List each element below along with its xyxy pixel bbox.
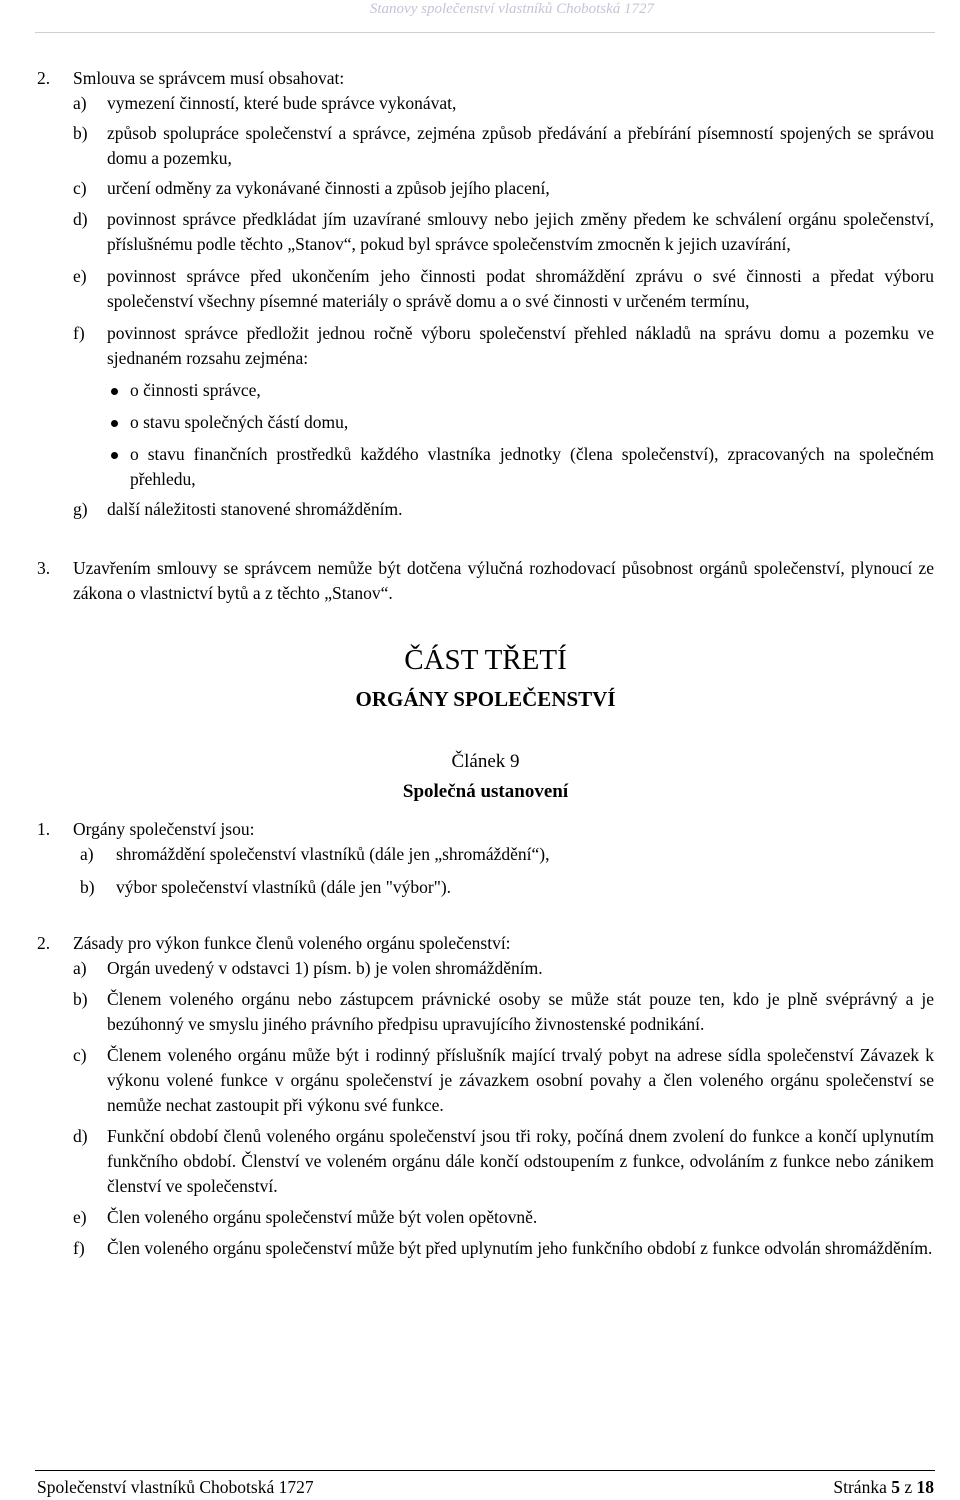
section-number: 2. — [37, 68, 51, 88]
bullet-item-3 — [37, 442, 934, 492]
page-indicator — [833, 1475, 934, 1500]
list-item-a — [37, 842, 934, 867]
item-label: c) — [73, 178, 87, 198]
item-text: povinnost správce předložit jednou ročně výboru společenství přehled nákladů na správu domu a pozemku ve sjednaném rozsahu zejména: — [107, 323, 934, 368]
item-text: Funkční období členů voleného orgánu společenství jsou tři roky, počíná dnem zvolení do funkce a končí uplynutím funkčního období. Členství ve voleném orgánu dále končí odstoupením z funkce, odvoláním z funkce nebo zánikem členství ve společenství. — [107, 1126, 934, 1196]
article-title: Článek 9 — [451, 751, 520, 772]
item-text: Členem voleného orgánu nebo zástupcem právnické osoby se může stát pouze ten, kdo je plně svéprávný a je bezúhonný ve smyslu jiného právního předpisu upravujícího živnostenské podnikání. — [107, 989, 934, 1034]
item-text: Členem voleného orgánu může být i rodinný příslušník mající trvalý pobyt na adrese sídla společenství Závazek k výkonu volené funkce v orgánu společenství je závazkem osobní povahy a člen voleného orgánu společenství se nemůže nechat zastoupit při výkonu své funkce. — [107, 1045, 934, 1115]
item-label: a) — [80, 844, 94, 864]
bullet-text: o stavu společných částí domu, — [130, 412, 349, 432]
item-text: shromáždění společenství vlastníků (dále jen „shromáždění“), — [116, 844, 550, 864]
section-number: 1. — [37, 819, 51, 839]
item-label: a) — [73, 93, 87, 113]
list-item-e — [37, 1205, 934, 1230]
item-label: b) — [80, 877, 95, 897]
page-footer — [37, 1475, 934, 1500]
item-text: další náležitosti stanovené shromážděním. — [107, 499, 403, 519]
bullet-icon — [111, 420, 118, 427]
item-label: d) — [73, 1126, 88, 1146]
bullet-item-2 — [37, 410, 934, 435]
list-item-d — [37, 1124, 934, 1199]
item-label: b) — [73, 989, 88, 1009]
list-item-b — [37, 875, 934, 900]
list-item-a — [37, 956, 934, 981]
bullet-icon — [111, 388, 118, 395]
page-of: z — [904, 1477, 913, 1497]
item-text: povinnost správce předkládat jím uzavírané smlouvy nebo jejich změny předem ke schválení orgánu společenství, příslušnému podle těchto „Stanov“, pokud byl správce společenstvím zmocněn k jejich uzavírání, — [107, 209, 934, 254]
page-label: Stránka — [833, 1477, 887, 1497]
section-number: 3. — [37, 558, 51, 578]
bullet-icon — [111, 452, 118, 459]
item-text: Člen voleného orgánu společenství může být volen opětovně. — [107, 1207, 538, 1227]
list-item-g — [37, 497, 934, 522]
page-number: 5 — [891, 1477, 900, 1497]
item-text: Orgán uvedený v odstavci 1) písm. b) je volen shromážděním. — [107, 958, 543, 978]
section-title: Zásady pro výkon funkce členů voleného orgánu společenství: — [73, 933, 511, 953]
list-item-a — [37, 91, 934, 116]
section-3 — [37, 556, 934, 606]
document-body — [37, 66, 934, 1261]
item-label: d) — [73, 209, 88, 229]
item-label: e) — [73, 1207, 87, 1227]
bullet-text: o činnosti správce, — [130, 380, 261, 400]
list-item-c — [37, 1043, 934, 1118]
item-label: e) — [73, 266, 87, 286]
part-subtitle: ORGÁNY SPOLEČENSTVÍ — [355, 687, 616, 711]
section-2 — [37, 66, 934, 91]
item-label: g) — [73, 499, 88, 519]
running-header-text: Stanovy společenství vlastníků Chobotská 1727 — [369, 1, 654, 17]
list-item-f — [37, 321, 934, 371]
section-title: Smlouva se správcem musí obsahovat: — [73, 68, 345, 88]
item-text: výbor společenství vlastníků (dále jen "výbor"). — [116, 877, 452, 897]
item-label: f) — [73, 323, 85, 343]
section-text: Uzavřením smlouvy se správcem nemůže být dotčena výlučná rozhodovací působnost orgánů společenství, plynoucí ze zákona o vlastnictví bytů a z těchto „Stanov“. — [73, 558, 934, 603]
item-text: způsob spolupráce společenství a správce, zejména způsob předávání a přebírání písemností spojených se správou domu a pozemku, — [107, 123, 934, 168]
item-label: f) — [73, 1238, 85, 1258]
section-title: Orgány společenství jsou: — [73, 819, 255, 839]
item-label: c) — [73, 1045, 87, 1065]
item-text: určení odměny za vykonávané činnosti a způsob jejího placení, — [107, 178, 550, 198]
article-section-2 — [37, 931, 934, 956]
header-divider — [35, 32, 935, 33]
item-text: Člen voleného orgánu společenství může být před uplynutím jeho funkčního období z funkce odvolán shromážděním. — [107, 1238, 933, 1258]
part-title: ČÁST TŘETÍ — [404, 644, 567, 676]
article-subtitle: Společná ustanovení — [402, 781, 569, 802]
page-total: 18 — [916, 1477, 934, 1497]
section-number: 2. — [37, 933, 51, 953]
list-item-f — [37, 1236, 934, 1261]
item-label: a) — [73, 958, 87, 978]
list-item-b — [37, 121, 934, 171]
item-label: b) — [73, 123, 88, 143]
list-item-d — [37, 207, 934, 257]
list-item-c — [37, 176, 934, 201]
bullet-text: o stavu finančních prostředků každého vlastníka jednotky (člena společenství), zpracovaných na společném přehledu, — [130, 444, 934, 489]
footer-organization: Společenství vlastníků Chobotská 1727 — [37, 1477, 314, 1497]
list-item-e — [37, 264, 934, 314]
bullet-item-1 — [37, 378, 934, 403]
item-text: vymezení činností, které bude správce vykonávat, — [107, 93, 457, 113]
footer-divider — [35, 1470, 935, 1471]
article-section-1 — [37, 817, 934, 842]
list-item-b — [37, 987, 934, 1037]
running-header — [0, 0, 960, 22]
item-text: povinnost správce před ukončením jeho činnosti podat shromáždění zprávu o své činnosti a předat výboru společenství všechny písemné materiály o správě domu a o své činnosti v určeném termínu, — [107, 266, 934, 311]
